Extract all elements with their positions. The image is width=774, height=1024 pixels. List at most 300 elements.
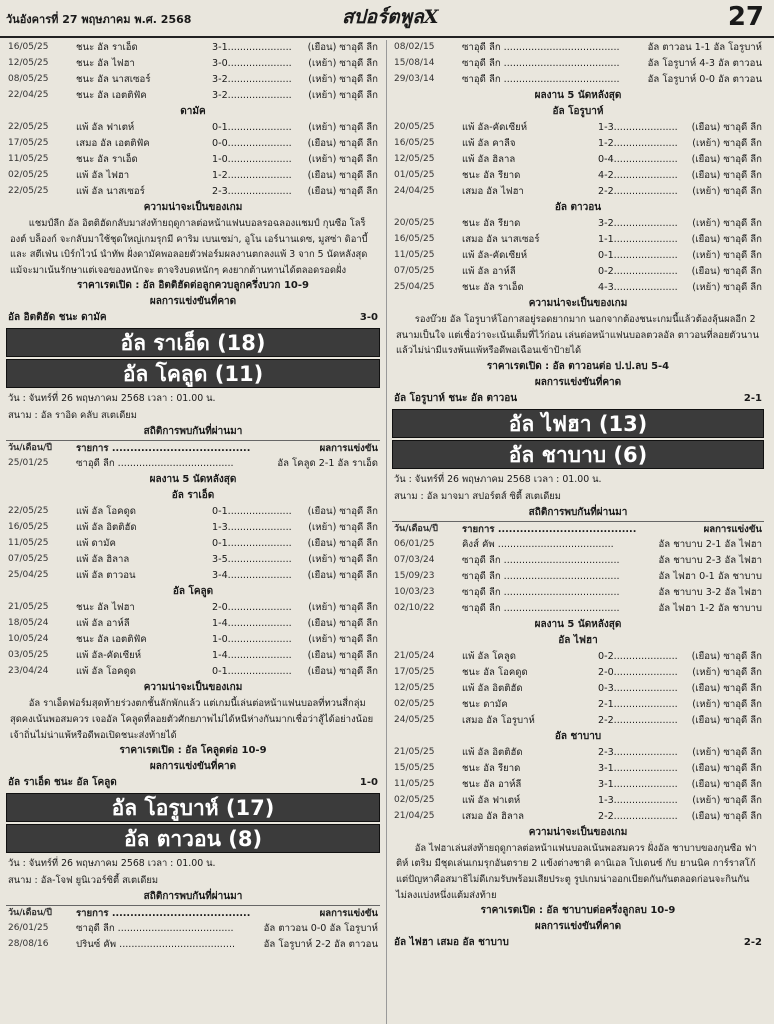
match-date: 21/05/24	[394, 650, 435, 661]
competition: ซาอุดี ลีก ......................................	[462, 74, 620, 85]
score: 0-4.....................	[598, 154, 678, 165]
opponent: ชนะ ดามัค	[462, 698, 508, 710]
result: อัล ชาบาบ 2-1 อัล ไฟฮา	[658, 538, 762, 550]
h2h-row	[392, 537, 764, 553]
h2h-col-comp: รายการ ......................................	[76, 443, 251, 455]
predicted-outcome: อัล ไฟฮา เสมอ อัล ชาบาบ	[394, 937, 509, 949]
match-date: 22/04/25	[8, 90, 49, 100]
score: 0-1.....................	[212, 666, 292, 678]
result: อัล โอรูบาห์ 0-0 อัล ตาวอน	[647, 74, 762, 85]
venue-league: (เหย้า) ซาอุดี ลีก	[308, 90, 378, 101]
match-date: 01/05/25	[394, 170, 435, 180]
match-venue: สนาม : อัล-โจฟ ยูนิเวอร์ซิตี้ สเตเดียม	[8, 875, 159, 887]
result-row	[392, 809, 764, 825]
match-date: 15/09/23	[394, 570, 435, 581]
opponent: แพ้ ดามัค	[76, 538, 116, 550]
score: 3-0.....................	[212, 58, 292, 69]
predicted-score: 3-0	[359, 312, 378, 324]
venue-league: (เหย้า) ซาอุดี ลีก	[308, 602, 378, 614]
venue-league: (เยือน) ซาอุดี ลีก	[691, 714, 762, 726]
venue-league: (เยือน) ซาอุดี ลีก	[691, 778, 762, 790]
away-team-banner: อัล โคลูด (11)	[6, 359, 380, 388]
score: 3-5.....................	[212, 554, 292, 566]
opponent: แพ้ อัล-คัดเซียห์	[76, 650, 142, 662]
prediction-title: ผลการแข่งขันที่คาด	[534, 921, 622, 933]
possibility-title: ความน่าจะเป็นของเกม	[143, 202, 243, 213]
result-row	[392, 761, 764, 777]
venue-league: (เหย้า) ซาอุดี ลีก	[308, 554, 378, 566]
opponent: แพ้ อัล ไฟฮา	[76, 170, 130, 181]
result-row	[6, 136, 380, 152]
h2h-row	[392, 569, 764, 585]
last5-title: ผลงาน 5 นัดหลังสุด	[534, 618, 622, 630]
match-date: 08/02/15	[394, 42, 435, 52]
venue-league: (เยือน) ซาอุดี ลีก	[691, 810, 762, 822]
prediction-title: ผลการแข่งขันที่คาด	[149, 296, 237, 308]
match-date: 16/05/25	[8, 522, 49, 533]
match-date: 11/05/25	[394, 250, 435, 260]
result: อัล ไฟฮา 0-1 อัล ชาบาบ	[658, 570, 762, 582]
match-date: 06/01/25	[394, 538, 435, 549]
opponent: แพ้ อัล ฟาเตห์	[462, 794, 521, 806]
match-date: 24/04/25	[394, 186, 435, 196]
venue-league: (เยือน) ซาอุดี ลีก	[307, 538, 378, 550]
match-date: 02/05/25	[8, 170, 49, 180]
analysis-text: อัล ราเอ็ดฟอร์มสุดท้ายร่วงตกชั้นลักพักแล้ว แต่เกมนี้เล่นต่อหน้าแฟนบอลที่ทวนสี่กลุ่มสุดคงเน้นพอสมควร เจออัล โคลูดที่ลอยตัวศักยภาพไม่ได้หนีห่างกันมากเชื่อว่าสู้ได้อย่างน้อยเจ้าถิ่นไม่น่าแพ้หรือดีพอเปิดชนะส่งท้ายได้	[10, 698, 374, 741]
result: อัล ตาวอน 1-1 อัล โอรูบาห์	[647, 42, 762, 53]
result-row	[392, 216, 764, 232]
score: 2-1.....................	[598, 698, 678, 710]
match-date: 15/08/14	[394, 58, 435, 68]
venue-league: (เยือน) ซาอุดี ลีก	[691, 234, 762, 245]
score: 0-2.....................	[598, 650, 678, 662]
score: 0-1.....................	[212, 122, 292, 133]
h2h-row	[392, 72, 764, 88]
opponent: แพ้ อัล ฮิลาล	[462, 154, 516, 165]
result-row	[392, 665, 764, 681]
result-row	[6, 664, 380, 680]
result-row	[6, 536, 380, 552]
score: 0-2.....................	[598, 266, 678, 277]
competition: ซาอุดี ลีก ......................................	[76, 458, 234, 470]
opponent: แพ้ อัล-คัดเซียห์	[462, 122, 528, 133]
venue-league: (เหย้า) ซาอุดี ลีก	[308, 122, 378, 133]
opponent: แพ้ อัล-คัดเซียห์	[462, 250, 528, 261]
analysis-text: อัล ไฟฮาเล่นส่งท้ายฤดูกาลต่อหน้าแฟนบอลเน้นพอสมควร ฝั่งอัล ชาบาบของกุนซือ ฟาติห์ เตริม มีชุดเล่นเกมรุกอันตราย 2 แข้งต่างชาติ ดานิเอล โปเดนซ์ กับ ยานนิค การ์ราสโก้ แต่ปัญหาคือสมาธิไม่ดีเกมรับพร้อมเสียประตู รูปเกมน่าออกเบียดกันกันตลอดก่อนจะกินกันไม่ลงแบ่งหนึ่งแต้มส่งท้าย	[396, 842, 757, 901]
h2h-title: สถิติการพบกันที่ผ่านมา	[528, 506, 628, 518]
opponent: เสมอ อัล เอตติฟัค	[76, 138, 150, 149]
score: 2-2.....................	[598, 186, 678, 197]
match-date: 12/05/25	[394, 682, 435, 693]
opponent: ชนะ อัล ราเอ็ด	[76, 42, 138, 53]
result-row	[6, 40, 380, 56]
page-number: 27	[727, 2, 764, 32]
opponent: ชนะ อัล เอตติฟัค	[76, 90, 147, 101]
match-date: 16/05/25	[8, 42, 49, 52]
prediction-title: ผลการแข่งขันที่คาด	[534, 376, 622, 388]
h2h-col-result: ผลการแข่งขัน	[319, 908, 378, 920]
result-row	[392, 649, 764, 665]
venue-league: (เหย้า) ซาอุดี ลีก	[692, 698, 762, 710]
result-row	[392, 681, 764, 697]
match-date: 25/01/25	[8, 458, 49, 469]
venue-league: (เยือน) ซาอุดี ลีก	[691, 154, 762, 165]
h2h-row	[392, 585, 764, 601]
h2h-title: สถิติการพบกันที่ผ่านมา	[143, 891, 243, 903]
result-row	[392, 745, 764, 761]
venue-league: (เหย้า) ซาอุดี ลีก	[308, 58, 378, 69]
opponent: แพ้ อัล ตาวอน	[76, 570, 136, 582]
match-date: 16/05/25	[394, 234, 435, 244]
match-venue: สนาม : อัล ราอิด คลับ สเตเดียม	[8, 410, 137, 422]
opening-odds: ราคาเรตเปิด : อัล โคลูดต่อ 10-9	[119, 745, 267, 757]
h2h-row	[6, 937, 380, 953]
score: 3-2.....................	[212, 90, 292, 101]
predicted-score: 2-2	[743, 937, 762, 949]
match-date: 02/10/22	[394, 602, 435, 613]
competition: ซาอุดี ลีก ......................................	[76, 923, 234, 935]
venue-league: (เหย้า) ซาอุดี ลีก	[692, 282, 762, 293]
team-subtitle: อัล ชาบาบ	[554, 730, 602, 742]
match-date: 29/03/14	[394, 74, 435, 84]
venue-league: (เหย้า) ซาอุดี ลีก	[308, 154, 378, 165]
competition: ซาอุดี ลีก ......................................	[462, 554, 620, 566]
score: 1-1.....................	[598, 234, 678, 245]
match-time: วัน : จันทร์ที่ 26 พฤษภาคม 2568 เวลา : 01.00 น.	[8, 858, 216, 870]
home-team-banner: อัล ไฟฮา (13)	[392, 409, 764, 438]
result-row	[6, 168, 380, 184]
predicted-outcome: อัล ราเอ็ด ชนะ อัล โคลูด	[8, 777, 117, 789]
score: 3-2.....................	[212, 74, 292, 85]
page-header	[0, 0, 774, 38]
venue-league: (เหย้า) ซาอุดี ลีก	[692, 250, 762, 261]
result-row	[6, 568, 380, 584]
team-subtitle: อัล ราเอ็ด	[171, 490, 215, 502]
result: อัล โคลูด 2-1 อัล ราเอ็ด	[277, 458, 378, 470]
result-row	[6, 120, 380, 136]
opponent: ชนะ อัล เอตติฟัค	[76, 634, 147, 646]
result-row	[6, 600, 380, 616]
result-row	[392, 248, 764, 264]
venue-league: (เหย้า) ซาอุดี ลีก	[692, 138, 762, 149]
result: อัล ไฟฮา 1-2 อัล ชาบาบ	[658, 602, 762, 614]
match-date: 22/05/25	[8, 122, 49, 132]
opponent: แพ้ อัล อาห์ลี	[76, 618, 130, 630]
score: 4-3.....................	[598, 282, 678, 293]
team-subtitle: ดามัค	[180, 106, 206, 117]
publication-logo: สปอร์ตพูลX	[342, 6, 439, 28]
opponent: แพ้ อัล คาลีจ	[462, 138, 516, 149]
match-date: 16/05/25	[394, 138, 435, 148]
predicted-result	[6, 310, 380, 326]
match-date: 12/05/25	[394, 154, 435, 164]
team-subtitle: อัล ไฟฮา	[558, 634, 598, 646]
competition: ซาอุดี ลีก ......................................	[462, 586, 620, 598]
score: 0-1.....................	[598, 250, 678, 261]
issue-date: วันอังคารที่ 27 พฤษภาคม พ.ศ. 2568	[6, 13, 192, 26]
result-row	[6, 88, 380, 104]
result-row	[392, 232, 764, 248]
column-divider	[386, 40, 387, 1024]
result-row	[6, 648, 380, 664]
venue-league: (เหย้า) ซาอุดี ลีก	[308, 634, 378, 646]
left-column	[6, 40, 380, 1024]
match-date: 25/04/25	[394, 282, 435, 292]
match-date: 11/05/25	[8, 538, 49, 549]
h2h-col-date: วัน/เดือน/ปี	[8, 443, 52, 454]
venue-league: (เยือน) ซาอุดี ลีก	[307, 170, 378, 181]
score: 0-0.....................	[212, 138, 292, 149]
opponent: แพ้ อัล โอคดูด	[76, 506, 137, 518]
match-date: 03/05/25	[8, 650, 49, 661]
opponent: ชนะ อัล ไฟฮา	[76, 58, 135, 69]
venue-league: (เยือน) ซาอุดี ลีก	[691, 122, 762, 133]
result-row	[392, 184, 764, 200]
venue-league: (เหย้า) ซาอุดี ลีก	[692, 666, 762, 678]
venue-league: (เยือน) ซาอุดี ลีก	[307, 570, 378, 582]
result-row	[6, 616, 380, 632]
right-column	[392, 40, 764, 1024]
result-row	[392, 280, 764, 296]
match-date: 07/05/25	[394, 266, 435, 276]
match-date: 11/05/25	[8, 154, 49, 164]
venue-league: (เยือน) ซาอุดี ลีก	[307, 618, 378, 630]
result: อัล ชาบาบ 2-3 อัล ไฟฮา	[658, 554, 762, 566]
opening-odds: ราคาเรตเปิด : อัล อิตติฮัดต่อลูกควบลูกครึ่งบวก 10-9	[77, 280, 309, 292]
score: 1-3.....................	[598, 122, 678, 133]
result-row	[392, 136, 764, 152]
result-row	[6, 72, 380, 88]
match-date: 20/05/25	[394, 218, 435, 228]
h2h-col-result: ผลการแข่งขัน	[319, 443, 378, 455]
match-date: 24/05/25	[394, 714, 435, 725]
result-row	[392, 777, 764, 793]
opponent: แพ้ อัล นาสเซอร์	[76, 186, 145, 197]
result-row	[6, 184, 380, 200]
score: 3-1.....................	[598, 778, 678, 790]
match-venue: สนาม : อัล มาจมา สปอร์ตส์ ซิตี้ สเตเดียม	[394, 490, 561, 502]
competition: ซาอุดี ลีก ......................................	[462, 42, 620, 53]
analysis-text: แชมป์ลีก อัล อิตติฮัดกลับมาส่งท้ายฤดูกาลต่อหน้าแฟนบอลรอฉลองแชมป์ กุนซือ โลร็องต์ บล็องก์ จะกลับมาใช้ชุดใหญ่เกมรุกมี คาริม เบนเซม่า, อูโน เอร์นานเดซ, มูสซ่า ดิอาบี้ และ สตีเฟ่น เบิร์กไวน์ นำทัพ ฝั่งดามัคพอลอยตัวฟอร์มผลงานตกลงแพ้ 3 จาก 5 นัดหลังสุด แม้จะมาเน้นรักษาแต่เจอของหนักจะ ตาจริงบดหนักๆ คงยากต้านทานได้ตลอดรอดฝั่ง	[10, 218, 368, 276]
predicted-result	[6, 775, 380, 791]
h2h-row	[392, 40, 764, 56]
opponent: ชนะ อัล รียาด	[462, 170, 521, 181]
home-team-banner: อัล โอรูบาห์ (17)	[6, 793, 380, 822]
match-date: 28/08/16	[8, 939, 49, 950]
match-date: 11/05/25	[394, 778, 435, 789]
competition: ซาอุดี ลีก ......................................	[462, 570, 620, 582]
result: อัล โอรูบาห์ 4-3 อัล ตาวอน	[647, 58, 762, 69]
opponent: แพ้ อัล โคลูด	[462, 650, 516, 662]
h2h-col-date: วัน/เดือน/ปี	[394, 523, 438, 534]
opponent: แพ้ อัล อิตติฮัด	[462, 682, 523, 694]
venue-league: (เหย้า) ซาอุดี ลีก	[692, 218, 762, 229]
team-subtitle: อัล ตาวอน	[554, 202, 602, 213]
score: 0-1.....................	[212, 538, 292, 550]
predicted-outcome: อัล อิตติฮัด ชนะ ดามัค	[8, 312, 107, 324]
opponent: แพ้ อัล โอคดูด	[76, 666, 137, 678]
result-row	[6, 552, 380, 568]
competition: ซาอุดี ลีก ......................................	[462, 602, 620, 614]
score: 2-3.....................	[212, 186, 292, 197]
match-date: 12/05/25	[8, 58, 49, 68]
possibility-title: ความน่าจะเป็นของเกม	[528, 298, 628, 309]
opponent: ชนะ อัล อาห์ลี	[462, 778, 522, 790]
result-row	[392, 120, 764, 136]
score: 2-3.....................	[598, 746, 678, 758]
venue-league: (เยือน) ซาอุดี ลีก	[307, 138, 378, 149]
h2h-row	[6, 921, 380, 937]
score: 1-0.....................	[212, 154, 292, 165]
team-subtitle: อัล โคลูด	[172, 586, 214, 598]
opponent: แพ้ อัล ฮิลาล	[76, 554, 130, 566]
result-row	[6, 56, 380, 72]
opponent: เสมอ อัล นาสเซอร์	[462, 234, 540, 245]
h2h-header	[6, 905, 380, 921]
match-date: 10/03/23	[394, 586, 435, 597]
h2h-col-comp: รายการ ......................................	[462, 523, 637, 535]
score: 2-0.....................	[598, 666, 678, 678]
score: 3-1.....................	[212, 42, 292, 53]
opponent: แพ้ อัล อาห์ลี	[462, 266, 516, 277]
competition: ซาอุดี ลีก ......................................	[462, 58, 620, 69]
venue-league: (เยือน) ซาอุดี ลีก	[691, 650, 762, 662]
result: อัล ชาบาบ 3-2 อัล ไฟฮา	[658, 586, 762, 598]
predicted-score: 2-1	[743, 392, 762, 404]
opponent: ชนะ อัล นาสเซอร์	[76, 74, 151, 85]
analysis-text: รองบ๊วย อัล โอรูบาห์โอกาสอยู่รอดยากมาก นอกจากต้องชนะเกมนี้แล้วต้องลุ้นผลอีก 2 สนามเป็นใจ แต่เชื่อว่าจะเน้นเต็มที่ไว้ก่อน เล่นต่อหน้าแฟนบอลตวลอัล ตาวอนที่ลอยตัวนานแล้วไม่น่ามีแรงพ้นแพ้หรือดีพอเฉือนเข้าป้ายได้	[396, 314, 759, 357]
venue-league: (เหย้า) ซาอุดี ลีก	[692, 186, 762, 197]
h2h-row	[392, 56, 764, 72]
venue-league: (เยือน) ซาอุดี ลีก	[691, 762, 762, 774]
away-team-banner: อัล ตาวอน (8)	[6, 824, 380, 853]
result-row	[392, 264, 764, 280]
match-date: 17/05/25	[8, 138, 49, 148]
last5-title: ผลงาน 5 นัดหลังสุด	[534, 90, 622, 101]
score: 2-2.....................	[598, 714, 678, 726]
match-time: วัน : จันทร์ที่ 26 พฤษภาคม 2568 เวลา : 01.00 น.	[394, 473, 602, 485]
result: อัล โอรูบาห์ 2-2 อัล ตาวอน	[263, 939, 378, 951]
opening-odds: ราคาเรตเปิด : อัล ชาบาบต่อครึ่งลูกลบ 10-9	[480, 905, 676, 917]
result-row	[6, 632, 380, 648]
opponent: ชนะ อัล รียาด	[462, 218, 521, 229]
result-row	[392, 793, 764, 809]
score: 1-0.....................	[212, 634, 292, 646]
result-row	[392, 697, 764, 713]
match-date: 26/01/25	[8, 923, 49, 934]
opponent: แพ้ อัล ฟาเตห์	[76, 122, 135, 133]
match-date: 15/05/25	[394, 762, 435, 773]
score: 1-4.....................	[212, 618, 292, 630]
last5-title: ผลงาน 5 นัดหลังสุด	[149, 474, 237, 486]
score: 3-1.....................	[598, 762, 678, 774]
score: 3-2.....................	[598, 218, 678, 229]
h2h-header	[392, 521, 764, 537]
match-date: 07/03/24	[394, 554, 435, 565]
venue-league: (เยือน) ซาอุดี ลีก	[307, 186, 378, 197]
score: 1-2.....................	[598, 138, 678, 149]
match-date: 23/04/24	[8, 666, 49, 677]
h2h-header	[6, 440, 380, 456]
opponent: ชนะ อัล โอคดูด	[462, 666, 528, 678]
prediction-title: ผลการแข่งขันที่คาด	[149, 761, 237, 773]
match-date: 21/05/25	[394, 746, 435, 757]
score: 0-3.....................	[598, 682, 678, 694]
score: 1-3.....................	[212, 522, 292, 534]
opponent: ชนะ อัล ราเอ็ด	[76, 154, 138, 165]
venue-league: (เยือน) ซาอุดี ลีก	[691, 682, 762, 694]
score: 2-2.....................	[598, 810, 678, 822]
match-date: 25/04/25	[8, 570, 49, 581]
match-date: 02/05/25	[394, 698, 435, 709]
h2h-col-result: ผลการแข่งขัน	[703, 523, 762, 535]
result-row	[392, 152, 764, 168]
match-date: 07/05/25	[8, 554, 49, 565]
opponent: ชนะ อัล รียาด	[462, 762, 521, 774]
predicted-result	[392, 935, 764, 951]
match-date: 20/05/25	[394, 122, 435, 132]
venue-league: (เหย้า) ซาอุดี ลีก	[308, 522, 378, 534]
h2h-title: สถิติการพบกันที่ผ่านมา	[143, 426, 243, 438]
venue-league: (เยือน) ซาอุดี ลีก	[307, 666, 378, 678]
venue-league: (เยือน) ซาอุดี ลีก	[691, 266, 762, 277]
possibility-title: ความน่าจะเป็นของเกม	[528, 826, 628, 838]
result-row	[6, 152, 380, 168]
venue-league: (เยือน) ซาอุดี ลีก	[307, 506, 378, 518]
h2h-col-date: วัน/เดือน/ปี	[8, 908, 52, 919]
match-date: 08/05/25	[8, 74, 49, 84]
team-subtitle: อัล โอรูบาห์	[552, 106, 604, 117]
possibility-title: ความน่าจะเป็นของเกม	[143, 682, 243, 694]
result-row	[392, 168, 764, 184]
result-row	[392, 713, 764, 729]
h2h-row	[392, 601, 764, 617]
away-team-banner: อัล ชาบาบ (6)	[392, 440, 764, 469]
opponent: แพ้ อัล อิตติฮัด	[76, 522, 137, 534]
match-time: วัน : จันทร์ที่ 26 พฤษภาคม 2568 เวลา : 01.00 น.	[8, 393, 216, 405]
score: 0-1.....................	[212, 506, 292, 518]
score: 3-4.....................	[212, 570, 292, 582]
predicted-score: 1-0	[359, 777, 378, 789]
opponent: เสมอ อัล ฮิลาล	[462, 810, 524, 822]
match-date: 02/05/25	[394, 794, 435, 805]
match-date: 22/05/25	[8, 506, 49, 517]
score: 2-0.....................	[212, 602, 292, 614]
home-team-banner: อัล ราเอ็ด (18)	[6, 328, 380, 357]
competition: คิงส์ คัพ ......................................	[462, 538, 614, 550]
venue-league: (เหย้า) ซาอุดี ลีก	[692, 746, 762, 758]
result-row	[6, 520, 380, 536]
opponent: แพ้ อัล อิตติฮัด	[462, 746, 523, 758]
predicted-outcome: อัล โอรูบาห์ ชนะ อัล ตาวอน	[394, 392, 518, 404]
opening-odds: ราคาเรตเปิด : อัล ตาวอนต่อ ป.ป.ลบ 5-4	[486, 360, 670, 372]
venue-league: (เยือน) ซาอุดี ลีก	[691, 170, 762, 181]
result: อัล ตาวอน 0-0 อัล โอรูบาห์	[263, 923, 378, 935]
score: 4-2.....................	[598, 170, 678, 181]
match-date: 21/05/25	[8, 602, 49, 613]
h2h-row	[392, 553, 764, 569]
match-date: 21/04/25	[394, 810, 435, 821]
venue-league: (เยือน) ซาอุดี ลีก	[307, 42, 378, 53]
match-date: 22/05/25	[8, 186, 49, 196]
score: 1-3.....................	[598, 794, 678, 806]
h2h-col-comp: รายการ ......................................	[76, 908, 251, 920]
match-date: 18/05/24	[8, 618, 49, 629]
score: 1-2.....................	[212, 170, 292, 181]
predicted-result	[392, 391, 764, 407]
competition: ปรินซ์ คัพ ......................................	[76, 939, 236, 951]
match-date: 10/05/24	[8, 634, 49, 645]
